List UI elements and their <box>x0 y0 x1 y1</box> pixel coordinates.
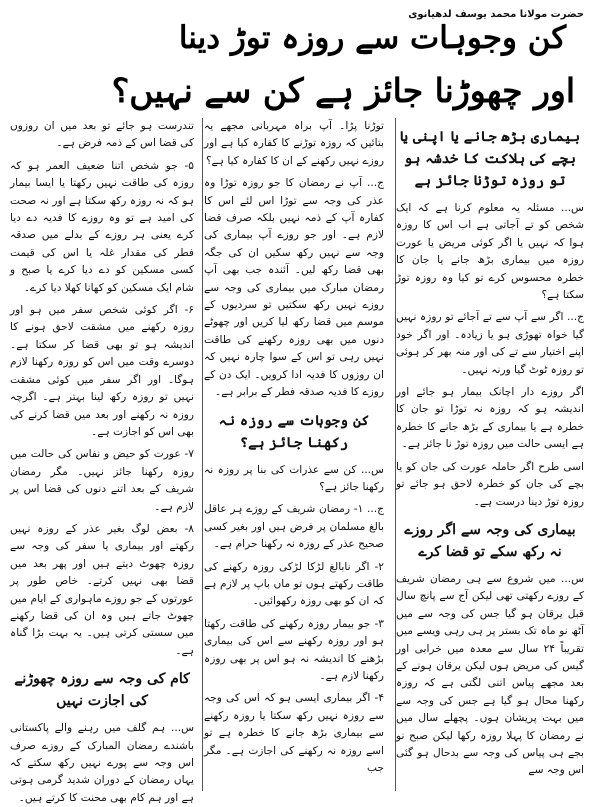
section-heading: بیماری کی وجہ سے اگر روزے نہ رکھ سکے تو قضا کرے <box>404 521 576 560</box>
paragraph: ۳- جو بیمار روزہ رکھنے کی طاقت رکھتا ہو اور روزہ رکھنے سے اس کی بیماری بڑھنے کا اندیشہ نہ ہو اس پر بھی روزہ رکھنا لازم ہے۔ <box>204 617 384 682</box>
paragraph: س... میں شروع سے ہی رمضان شریف کے روزے رکھتی تھی لیکن آج سے پانچ سال قبل یرقان ہو گیا جس کی وجہ سے میں آٹھ نو ماہ تک بستر پر ہی رہی ویسے میں تقریباً ۲۴ سال سے معدہ میں خرابی اور گیس کی مریض ہوں لیکن یرقان ہونے کے بعد مجھے پیاس اتنی لگتی ہے کہ روزہ رکھنا محال ہو گیا ہے جس کی وجہ سے میں بہت پریشان ہوں۔ پچھلے سال میں نے رمضان کا پہلا روزہ رکھا لیکن صبح نو بجے ہی پیاس کی وجہ سے بدحال ہو گئی اس وجہ سے <box>396 572 584 777</box>
paragraph: ۲- اگر نابالغ لڑکا لڑکی روزہ رکھنے کی طاقت رکھتے ہوں تو ماں باپ پر لازم ہے کہ ان کو بھی روزہ رکھوائیں۔ <box>204 560 384 608</box>
paragraph: ۵- جو شخص اتنا ضعیف العمر ہو کہ روزہ کی طاقت نہیں رکھتا یا ایسا بیمار ہو کہ نہ روزہ رکھ سکتا ہے اور نہ صحت کی امید ہے تو وہ روزے کا فدیہ دے دیا کرے یعنی ہر روزے کے بدلے میں صدقہ فطر کی مقدار غلہ یا اس کی قیمت کسی مسکین کو دے دیا کرے یا صبح و شام ایک مسکین کو کھانا کھلا دیا کرے۔ <box>10 159 194 294</box>
paragraph: س... ہم گلف میں رہنے والے پاکستانی باشندے رمضان المبارک کے روزے صرف اس وجہ سے پورے نہیں رکھ سکتے کہ یہاں رمضان کے دوران شدید گرمی ہوتی ہے اور ہم کام بھی محنت کا کرتے ہیں۔ <box>10 722 194 804</box>
author-byline: حضرت مولانا محمد یوسف لدھیانوی <box>408 9 584 20</box>
paragraph: ج... آپ نے رمضان کا جو روزہ توڑا وہ عذر کی وجہ سے توڑا اس لئے اس کا کفارہ آپ کے ذمہ نہیں بلکہ صرف قضا لازم ہے۔ اور جو روزے آپ بیماری کی وجہ سے نہیں رکھ سکیں ان کی جگہ بھی قضا رکھ لیں۔ آئندہ جب بھی آپ رمضان مبارک میں بیماری کی وجہ سے روزے نہیں رکھ سکتیں تو سردیوں کے موسم میں قضا رکھ لیا کریں اور چھوٹے دنوں میں بھی روزہ رکھنے کی طاقت نہیں رہی تو اس کے سوا چارہ نہیں کہ ان روزوں کا فدیہ ادا کرویں۔ ایک دن کے روزے کا فدیہ صدقہ فطر کے برابر ہے۔ <box>204 177 384 399</box>
paragraph: ۶- اگر کوئی شخص سفر میں ہو اور روزہ رکھنے میں مشقت لاحق ہونے کا اندیشہ ہو تو بھی قضا کر سکتا ہے۔ دوسرے وقت میں اس کو روزہ رکھنا لازم ہوگا۔ اور اگر سفر میں کوئی مشقت نہیں تو روزہ رکھ لینا بہتر ہے۔ اگرچہ روزہ نہ رکھنے اور بعد میں قضا کرنے کی بھی اس کو اجازت ہے۔ <box>10 304 194 438</box>
paragraph: اگر روزے دار اچانک بیمار ہو جائے اور اندیشہ ہو کہ روزہ نہ توڑا تو جان کا خطرہ ہے یا بیماری کے بڑھ جانے کا خطرہ ہے ایسی حالت میں روزہ توڑ نا جائز ہے۔ <box>396 386 584 451</box>
column-right <box>396 118 584 795</box>
column-divider <box>202 118 203 791</box>
paragraph: اسی طرح اگر حاملہ عورت کی جان کو یا بچے کی جان کو خطرہ لاحق ہو جائے تو روزہ توڑ دینا درست ہے۔ <box>396 460 584 508</box>
article-title-line-2: اور چھوڑنا جائز ہے کن سے نہیں؟ <box>111 71 575 110</box>
paragraph: س... مسئلہ یہ معلوم کرنا ہے کہ ایک شخص کو تے آجاتی ہے اب اس کا روزہ ہوا کہ نہیں یا اگر کوئی مریض یا عورت روزہ میں بیماری بڑھ جانے یا جان کا خطرہ محسوس کرے تو کیا وہ روزہ توڑ سکتا ہے؟ <box>396 202 584 302</box>
paragraph: ج... ۱- رمضان شریف کے روزے ہر عاقل بالغ مسلمان پر فرض ہیں اور بغیر کسی صحیح عذر کے روزہ نہ رکھنا حرام ہے۔ <box>204 503 384 551</box>
paragraph: تندرست ہو جائے تو بعد میں ان روزوں کی قضا اس کے ذمہ فرض ہے۔ <box>10 120 194 150</box>
section-heading: بیماری بڑھ جانے یا اپنی یا بچے کی ہلاکت کا خدشہ ہو تو روزہ توڑنا جائز ہے <box>399 129 581 189</box>
section-heading: کام کی وجہ سے روزہ چھوڑنے کی اجازت نہیں <box>14 671 190 710</box>
column-left <box>10 118 194 804</box>
paragraph: ۴- اگر بیماری ایسی ہو کہ اس کی وجہ سے روزہ نہیں رکھ سکتا یا روزہ رکھنے سے بیماری بڑھ جانے کا خطرہ ہے تو اسے روزہ نہ رکھنے کی اجازت ہے۔ مگر جب <box>204 692 384 774</box>
paragraph: ۷- عورت کو حیض و نفاس کی حالت میں روزہ رکھنا جائز نہیں۔ مگر رمضان شریف کے بعد اتنے دنوں کی قضا اس پر لازم ہے۔ <box>10 448 194 513</box>
column-middle <box>204 118 384 795</box>
paragraph: ج... اگر سے آپ سے تے آجائے تو روزہ نہیں گیا خواہ تھوڑی ہو یا زیادہ۔ اور اگر خود اپنے اختیار سے تے کی اور منہ بھر کر ہوئی تو روزہ ٹوٹ گیا ورنہ نہیں۔ <box>396 311 584 376</box>
paragraph: توڑنا پڑا۔ آپ براہ مہربانی مجھے یہ بتائیں کہ روزہ توڑنے کا کفارہ کیا ہے اور روزے نہیں رکھنے کے ان کا کفارہ کیا ہے؟ <box>204 120 384 167</box>
paragraph: س... کن سے عذرات کی بنا پر روزہ نہ رکھنا جائز ہے؟ <box>204 463 384 493</box>
article-title-line-1: کن وجوہات سے روزہ توڑ دینا <box>178 20 567 56</box>
section-heading: کن وجوہات سے روزہ نہ رکھنا جائز ہے؟ <box>218 412 370 451</box>
paragraph: ۸- بعض لوگ بغیر عذر کے روزہ نہیں رکھتے اور بیماری یا سفر کی وجہ سے روزہ چھوٹ دیتے ہیں اور پھر بعد میں قضا بھی نہیں کرتے۔ خاص طور پر عورتوں کے جو روزے ماہواری کے ایام میں چھوٹ جاتے ہیں وہ ان کی قضا رکھنے میں سستی کرتی ہیں۔ یہ بہت بڑا گناہ ہے۔ <box>10 522 194 657</box>
